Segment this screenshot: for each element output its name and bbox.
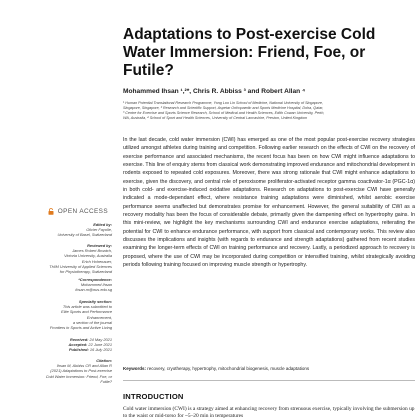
open-access-label: OPEN ACCESS xyxy=(57,207,108,215)
correspondence-name: Mohammed Ihsan xyxy=(80,282,112,288)
correspondence-block xyxy=(4,277,112,293)
section-divider xyxy=(123,380,415,381)
specialty-block xyxy=(4,299,112,330)
reviewed-by-label: Reviewed by: xyxy=(87,243,112,248)
affiliation-line: ³ Centre for Exercise and Sports Science Research, School of Medical and Health Sciences, Edith Cowan University, Perth, xyxy=(123,111,325,116)
article-title: Adaptations to Post-exercise Cold Water Immersion: Friend, Foe, or Futile? xyxy=(123,26,376,79)
reviewed-by-block xyxy=(4,243,112,274)
affiliations xyxy=(123,101,417,121)
keywords-line xyxy=(123,366,415,371)
abstract-text: In the last decade, cold water immersion (CWI) has emerged as one of the most popular post-exercise recovery strategies utilized amongst athletes during training and competition. Following earlier research on the effects of CWI on the recovery of exercise performance and associated mechanisms, the recent focus has been on how CWI might influence adaptations to exercise. This line of enquiry stems from classical work demonstrating improved endurance and mitochondrial development in rodents exposed to repeated cold exposures. Moreover, there was strong rationale that CWI might enhance adaptations to exercise, given the discovery, and central role of peroxisome proliferator-activated receptor gamma coactivator-1α (PGC-1α) in both cold- and exercise-induced oxidative adaptations. Research on adaptations to post-exercise CWI have generally indicated a mode-dependant effect, where resistance training adaptations were diminished, whilst aerobic exercise performance seems unaffected but demonstrates promise for enhancement. However, the general suitability of CWI as a recovery modality has been the focus of considerable debate, primarily given the dampening effect on hypertrophy gains. In this mini-review, we highlight the key mechanisms surrounding CWI and endurance exercise adaptations, reiterating the potential for CWI to enhance endurance performance, with support from classical and contemporary works. This review also discusses the implications and insights (with regards to endurance and strength adaptations) gathered from recent studies examining the longer-term effects of CWI on training performance and recovery. Lastly, a periodized approach to recovery is proposed, where the use of CWI may be incorporated during competition or intensified training, whilst strategically avoiding periods following training focused on improving muscle strength or hypertrophy. xyxy=(123,137,415,269)
specialty-line: Elite Sports and Performance xyxy=(61,309,112,315)
correspondence-email[interactable]: ihsan.m@nus.edu.sg xyxy=(75,287,112,293)
citation-line: Ihsan M, Abbiss CR and Allan R xyxy=(56,363,112,369)
published-date: Published: 16 July 2021 xyxy=(68,347,112,353)
citation-label: Citation: xyxy=(96,358,112,363)
received-date: Received: 24 May 2021 xyxy=(70,337,112,342)
editor-name: Olivier Fayolle, xyxy=(86,227,112,233)
affiliation-line: ¹ Human Potential Translational Research Programme, Yong Loo Lin School of Medicine, National University of Singapore, xyxy=(123,101,323,105)
reviewer-line: for Physiotherapy, Switzerland xyxy=(59,269,112,275)
edited-by-block xyxy=(4,222,112,238)
citation-line: (2021) Adaptations to Post-exercise xyxy=(50,368,112,374)
specialty-line: a section of the journal xyxy=(72,319,112,325)
specialty-label: Specialty section: xyxy=(78,299,112,304)
edited-by-label: Edited by: xyxy=(93,222,112,227)
author-list: Mohammed Ihsan ¹,²*, Chris R. Abbiss ³ and Robert Allan ⁴ xyxy=(123,88,306,95)
introduction-heading: INTRODUCTION xyxy=(123,392,184,401)
reviewer-line: THIM University of Applied Sciences xyxy=(49,263,112,269)
dates-block xyxy=(4,337,112,353)
affiliation-line: Singapore, Singapore, ² Research and Scientific Support, Aspetar Orthopaedic and Sports Medicine Hospital, Doha, Qatar, xyxy=(123,106,324,111)
reviewer-line: Victoria University, Australia xyxy=(64,253,112,259)
citation-line: Futile? xyxy=(100,378,112,384)
specialty-line: Enhancement, xyxy=(86,314,112,320)
specialty-line: This article was submitted to xyxy=(62,304,112,310)
keywords-label: Keywords: xyxy=(123,366,147,371)
citation-line: Cold Water Immersion: Friend, Foe, or xyxy=(45,373,112,379)
citation-block xyxy=(4,358,112,384)
editor-affiliation: University of Basel, Switzerland xyxy=(57,232,112,238)
open-access-badge xyxy=(48,208,108,215)
accepted-date: Accepted: 22 June 2021 xyxy=(68,342,112,348)
reviewer-line: James Robert Broatch, xyxy=(72,248,112,254)
specialty-line: Frontiers in Sports and Active Living xyxy=(49,325,112,331)
article-sidebar xyxy=(0,0,118,420)
open-lock-icon xyxy=(48,208,54,215)
correspondence-label: *Correspondence: xyxy=(78,277,112,282)
keywords-list: recovery, cryotherapy, hypertrophy, mitochondrial biogenesis, muscle adaptations xyxy=(147,366,310,371)
reviewer-line: Erich Hohenauer, xyxy=(81,258,112,264)
affiliation-line: WA, Australia, ⁴ School of Sport and Health Sciences, University of Central Lancashire, Preston, United Kingdom xyxy=(123,116,308,121)
introduction-text: Cold water immersion (CWI) is a strategy aimed at enhancing recovery from strenuous exercise, typically involving the submersion up to the waist or mid-torso for ~5–20 min in temperatures xyxy=(123,406,415,419)
